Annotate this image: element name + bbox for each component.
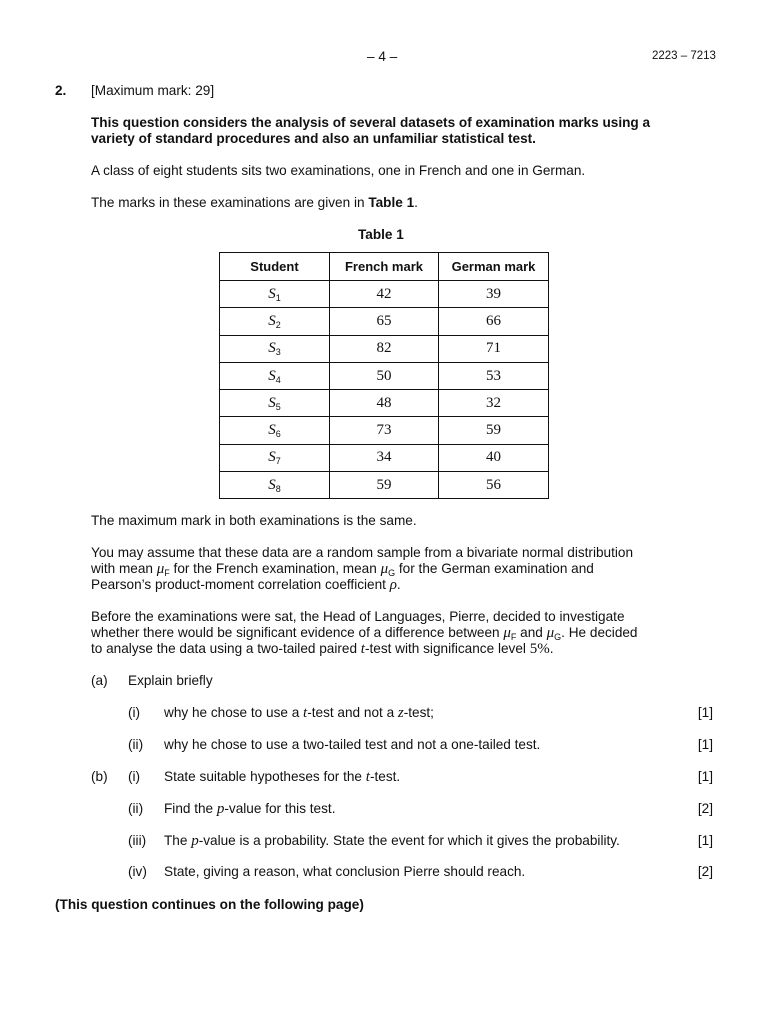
header-student: Student	[220, 253, 330, 281]
before-l2b: and	[516, 625, 547, 640]
part-a-i-text	[164, 705, 434, 722]
part-b-i-label: (i)	[128, 769, 141, 784]
t-symbol: t	[365, 769, 370, 785]
ai-c: -test;	[403, 705, 434, 720]
student-symbol: S	[268, 422, 276, 439]
table-caption: Table 1	[358, 227, 404, 242]
part-b-iv-label: (iv)	[128, 864, 147, 879]
t-symbol: t	[360, 641, 365, 657]
german-mark-cell: 40	[439, 444, 549, 471]
part-b-i-text	[164, 769, 400, 786]
part-a-ii-label: (ii)	[128, 737, 144, 752]
table-row	[220, 281, 549, 308]
five-percent: 5%	[529, 641, 550, 657]
paragraph-class: A class of eight students sits two examinations, one in French and one in German.	[91, 163, 586, 178]
header-french: French mark	[330, 253, 439, 281]
student-subscript: 8	[275, 483, 281, 494]
exam-code: 2223 – 7213	[652, 50, 716, 62]
p-symbol: p	[191, 833, 199, 849]
part-a-label: (a)	[91, 673, 108, 688]
student-cell	[220, 417, 330, 444]
mu-symbol: μ	[380, 561, 389, 577]
student-symbol: S	[268, 312, 276, 329]
before-l3c: .	[549, 641, 554, 656]
mu-symbol: μ	[503, 625, 511, 641]
french-mark-cell: 65	[330, 308, 439, 335]
german-mark-cell: 66	[439, 308, 549, 335]
z-symbol: z	[397, 705, 404, 721]
table-row	[220, 335, 549, 362]
before-line-1: Before the examinations were sat, the Head of Languages, Pierre, decided to investigate	[91, 609, 625, 624]
mark-a-i: [1]	[697, 705, 713, 720]
student-cell	[220, 390, 330, 417]
assume-line-1: You may assume that these data are a random sample from a bivariate normal distribution	[91, 545, 634, 560]
student-subscript: 3	[275, 347, 281, 358]
student-cell	[220, 362, 330, 389]
part-a-text: Explain briefly	[128, 673, 213, 688]
paragraph-table-ref	[91, 195, 418, 211]
page-number: – 4 –	[367, 49, 398, 64]
mu-symbol: μ	[156, 561, 165, 577]
header-german: German mark	[439, 253, 549, 281]
student-subscript: 4	[275, 374, 281, 385]
german-mark-cell: 59	[439, 417, 549, 444]
before-l2a: whether there would be significant evidence of a difference between	[91, 625, 504, 640]
mark-b-iv: [2]	[697, 864, 713, 879]
part-a-ii-text: why he chose to use a two-tailed test and not a one-tailed test.	[164, 737, 541, 752]
french-mark-cell: 34	[330, 444, 439, 471]
para2-end: .	[414, 195, 418, 210]
french-mark-cell: 50	[330, 362, 439, 389]
mark-b-iii: [1]	[697, 833, 713, 848]
before-l3b: -test with significance level	[364, 641, 530, 656]
student-cell	[220, 308, 330, 335]
paragraph-max-same: The maximum mark in both examinations is the same.	[91, 513, 417, 528]
sub-G: G	[554, 632, 562, 642]
student-cell	[220, 444, 330, 471]
sub-G: G	[388, 568, 396, 578]
biii-a: The	[164, 833, 192, 848]
german-mark-cell: 32	[439, 390, 549, 417]
rho-symbol: ρ	[389, 577, 397, 593]
student-cell	[220, 281, 330, 308]
before-l2c: . He decided	[561, 625, 638, 640]
student-symbol: S	[268, 285, 276, 302]
ai-b: -test and not a	[307, 705, 398, 720]
french-mark-cell: 59	[330, 472, 439, 499]
assume-l2b: for the French examination, mean	[169, 561, 381, 576]
student-symbol: S	[268, 340, 276, 357]
french-mark-cell: 82	[330, 335, 439, 362]
german-mark-cell: 53	[439, 362, 549, 389]
bii-a: Find the	[164, 801, 217, 816]
student-subscript: 5	[275, 401, 281, 412]
student-cell	[220, 335, 330, 362]
t-symbol: t	[303, 705, 308, 721]
biii-b: -value is a probability. State the event for which it gives the probability.	[198, 833, 620, 848]
assume-l2c: for the German examination and	[395, 561, 594, 576]
part-b-ii-label: (ii)	[128, 801, 144, 816]
table-row	[220, 444, 549, 471]
part-b-iii-label: (iii)	[128, 833, 147, 848]
table-header-row	[220, 253, 549, 281]
student-subscript: 7	[275, 456, 281, 467]
assume-l3a: Pearson’s product-moment correlation coefficient	[91, 577, 390, 592]
table-row	[220, 362, 549, 389]
part-b-label: (b)	[91, 769, 108, 784]
mu-symbol: μ	[546, 625, 555, 641]
student-symbol: S	[268, 367, 276, 384]
french-mark-cell: 73	[330, 417, 439, 444]
question-number: 2.	[55, 83, 67, 98]
ai-a: why he chose to use a	[164, 705, 304, 720]
para2-text: The marks in these examinations are given in	[91, 195, 369, 210]
student-cell	[220, 472, 330, 499]
table-row	[220, 390, 549, 417]
student-subscript: 6	[275, 429, 281, 440]
para2-table-ref-bold: Table 1	[368, 195, 415, 210]
mark-b-ii: [2]	[697, 801, 713, 816]
marks-table	[219, 252, 549, 499]
p-symbol: p	[216, 801, 225, 817]
intro-line-1: This question considers the analysis of several datasets of examination marks using a	[91, 115, 651, 130]
german-mark-cell: 71	[439, 335, 549, 362]
student-subscript: 1	[275, 292, 281, 303]
bi-a: State suitable hypotheses for the	[164, 769, 366, 784]
student-subscript: 2	[275, 319, 281, 330]
mark-a-ii: [1]	[697, 737, 713, 752]
part-a-i-label: (i)	[128, 705, 141, 720]
table-row	[220, 472, 549, 499]
french-mark-cell: 48	[330, 390, 439, 417]
table-row	[220, 308, 549, 335]
part-b-ii-text	[164, 801, 335, 818]
student-symbol: S	[268, 449, 276, 466]
table-row	[220, 417, 549, 444]
before-line-3	[91, 641, 553, 657]
before-l3a: to analyse the data using a two-tailed paired	[91, 641, 361, 656]
part-b-iii-text	[164, 833, 620, 850]
assume-l3b: .	[396, 577, 401, 592]
sub-F: F	[510, 632, 517, 642]
mark-b-i: [1]	[697, 769, 713, 784]
french-mark-cell: 42	[330, 281, 439, 308]
student-symbol: S	[268, 394, 276, 411]
continues-note: (This question continues on the following page)	[55, 897, 364, 912]
german-mark-cell: 56	[439, 472, 549, 499]
intro-line-2: variety of standard procedures and also an unfamiliar statistical test.	[91, 131, 536, 146]
max-mark: [Maximum mark: 29]	[91, 83, 215, 98]
student-symbol: S	[268, 476, 276, 493]
bi-b: -test.	[369, 769, 401, 784]
assume-l2a: with mean	[91, 561, 157, 576]
part-b-iv-text: State, giving a reason, what conclusion Pierre should reach.	[164, 864, 526, 879]
bii-b: -value for this test.	[224, 801, 336, 816]
assume-line-3	[91, 577, 401, 593]
german-mark-cell: 39	[439, 281, 549, 308]
sub-F: F	[164, 568, 170, 578]
